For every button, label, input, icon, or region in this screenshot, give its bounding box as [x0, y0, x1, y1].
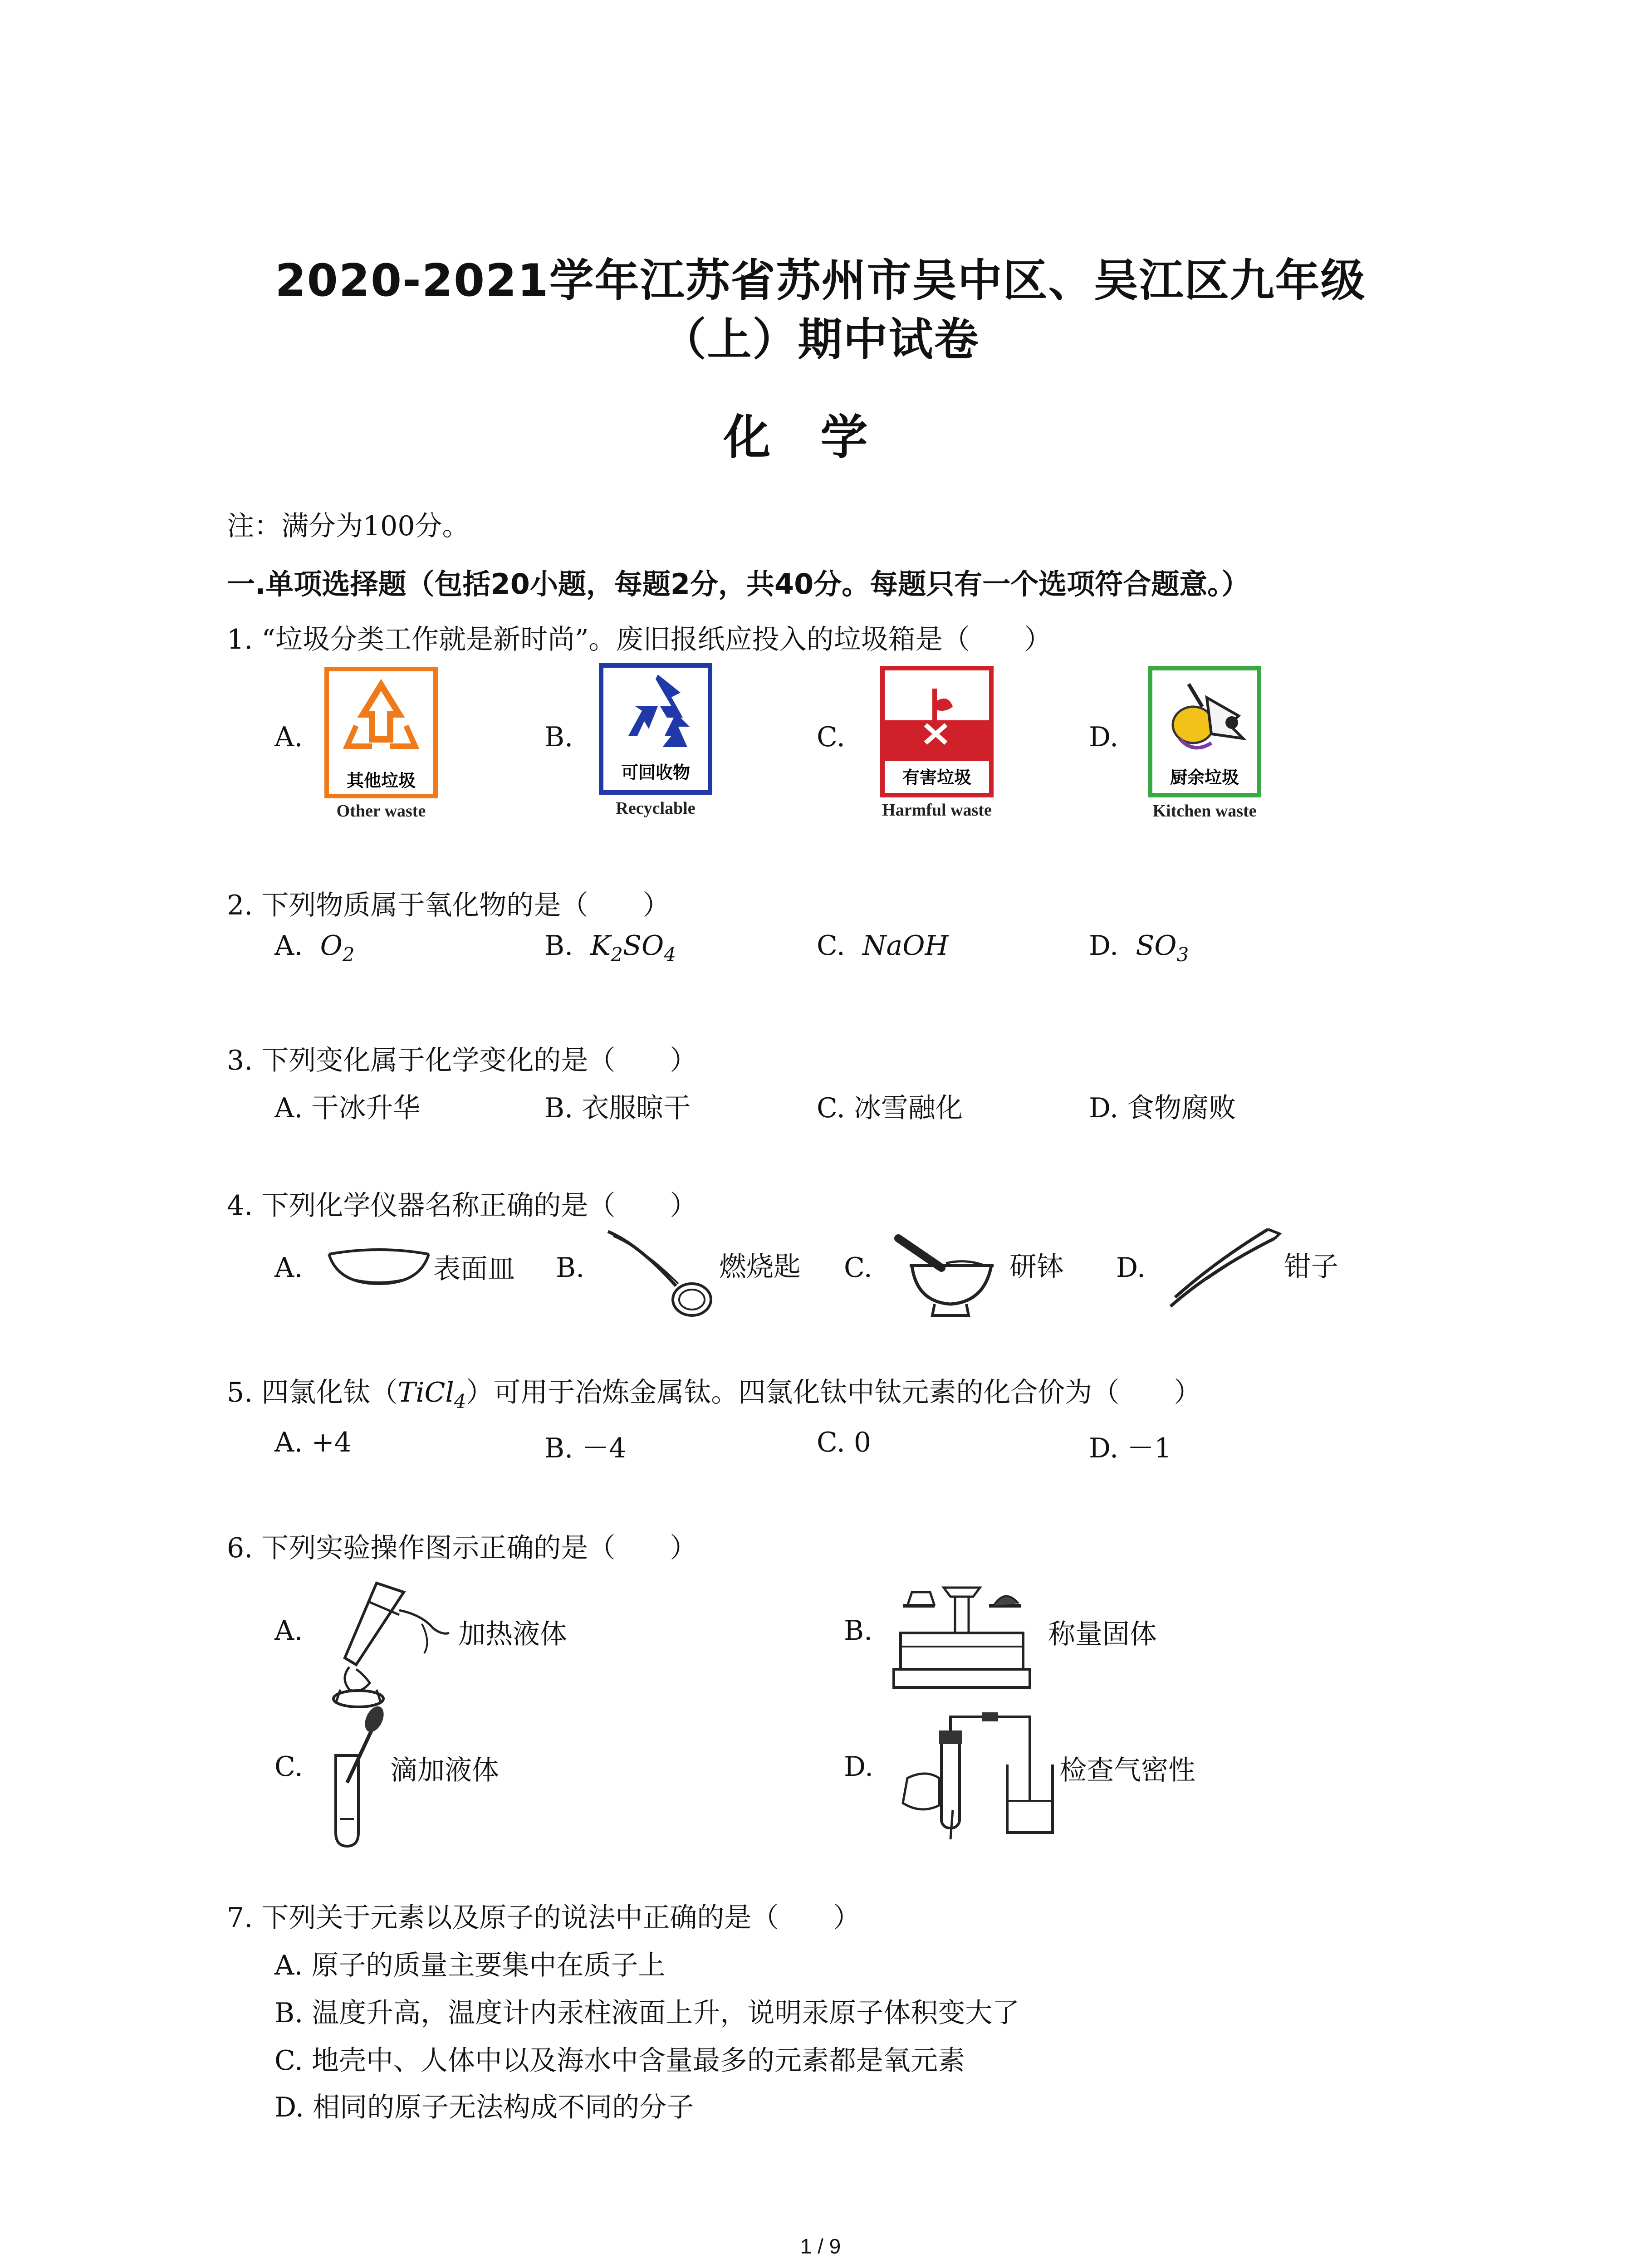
q1-option-d-cn: 厨余垃圾	[1170, 767, 1239, 787]
q4-option-a-label: 表面皿	[433, 1253, 515, 1285]
q6-option-b-label: 称量固体	[1048, 1618, 1157, 1650]
q2-option-d-sub: 3	[1176, 943, 1189, 966]
q2-option-b-formula-2: SO	[622, 930, 664, 962]
question-4-stem: 4. 下列化学仪器名称正确的是（ ）	[227, 1190, 697, 1222]
q3-option-c: C. 冰雪融化	[817, 1092, 963, 1124]
q4-option-a-letter: A.	[274, 1252, 303, 1284]
question-1-stem: 1. “垃圾分类工作就是新时尚”。废旧报纸应投入的垃圾箱是（ ）	[227, 624, 1052, 655]
q2-option-d-letter: D.	[1089, 930, 1119, 962]
q6-option-c-label: 滴加液体	[390, 1755, 499, 1786]
q2-option-a	[274, 930, 355, 966]
q3-option-d: D. 食物腐败	[1089, 1092, 1236, 1124]
q7-option-b: B. 温度升高，温度计内汞柱液面上升，说明汞原子体积变大了	[274, 1997, 1020, 2029]
q2-option-c	[817, 930, 949, 962]
score-note: 注：满分为100分。	[227, 510, 470, 542]
q5-formula-sub: 4	[454, 1390, 466, 1413]
q2-option-b-sub-2: 4	[664, 943, 676, 966]
q1-option-c-letter: C.	[817, 721, 845, 753]
dropper-icon	[318, 1706, 390, 1851]
q1-option-c-cn: 有害垃圾	[902, 767, 971, 787]
q4-option-d-label: 钳子	[1284, 1251, 1338, 1283]
q2-option-a-letter: A.	[274, 930, 303, 962]
page-title-line2: （上）期中试卷	[661, 314, 980, 366]
q1-option-b-letter: B.	[544, 721, 573, 753]
q7-option-d: D. 相同的原子无法构成不同的分子	[274, 2092, 694, 2123]
recycle-bin-icon	[599, 663, 712, 795]
heating-liquid-icon	[313, 1574, 458, 1710]
airtightness-check-icon	[894, 1710, 1066, 1842]
q5-option-c: C. 0	[817, 1427, 872, 1458]
other-waste-bin-icon	[324, 667, 438, 798]
q5-option-b: B. －4	[544, 1432, 627, 1464]
q3-option-a: A. 干冰升华	[274, 1092, 421, 1124]
tongs-icon	[1166, 1225, 1284, 1311]
q1-option-b-cn: 可回收物	[621, 763, 690, 782]
q1-option-b-en: Recyclable	[616, 799, 696, 818]
harmful-waste-bin-icon	[880, 666, 994, 797]
question-6-stem: 6. 下列实验操作图示正确的是（ ）	[227, 1532, 697, 1564]
q5-stem-post: ）可用于冶炼金属钛。四氯化钛中钛元素的化合价为（ ）	[466, 1377, 1201, 1408]
q4-option-c-label: 研钵	[1009, 1251, 1064, 1283]
q1-option-a-en: Other waste	[336, 802, 426, 821]
q6-option-a-letter: A.	[274, 1615, 303, 1647]
page-title-line1: 2020-2021学年江苏省苏州市吴中区、吴江区九年级	[275, 255, 1366, 307]
q2-option-b-letter: B.	[544, 930, 573, 962]
q6-option-a-label: 加热液体	[458, 1618, 567, 1650]
q1-option-a-letter: A.	[274, 721, 303, 753]
subject-title: 化学	[723, 410, 918, 465]
section-heading: 一.单项选择题（包括20小题，每题2分，共40分。每题只有一个选项符合题意。）	[227, 567, 1250, 601]
question-5-stem	[227, 1371, 1201, 1413]
q2-option-a-formula: O	[320, 930, 343, 962]
q6-option-b-letter: B.	[844, 1615, 873, 1647]
balance-scale-icon	[889, 1579, 1034, 1692]
q1-option-d-en: Kitchen waste	[1152, 802, 1257, 821]
mortar-and-pestle-icon	[892, 1225, 1009, 1320]
q1-option-a-cn: 其他垃圾	[346, 771, 416, 791]
q7-option-a: A. 原子的质量主要集中在质子上	[274, 1950, 666, 1981]
q5-option-d: D. －1	[1089, 1432, 1172, 1464]
q2-option-c-formula: NaOH	[862, 930, 949, 962]
q2-option-b	[544, 930, 676, 966]
q6-option-c-letter: C.	[274, 1751, 303, 1783]
q1-option-c-en: Harmful waste	[882, 801, 992, 820]
q6-option-d-letter: D.	[844, 1751, 874, 1783]
q5-stem-pre: 5. 四氯化钛（	[227, 1377, 398, 1408]
q6-option-d-label: 检查气密性	[1059, 1755, 1195, 1786]
q2-option-d	[1089, 930, 1189, 966]
q7-option-c: C. 地壳中、人体中以及海水中含量最多的元素都是氧元素	[274, 2045, 965, 2077]
q4-option-b-letter: B.	[556, 1252, 585, 1284]
q2-option-d-formula: SO	[1136, 930, 1177, 962]
q5-option-a: A. +4	[274, 1427, 352, 1458]
q2-option-b-formula-1: K	[590, 930, 611, 962]
q3-option-b: B. 衣服晾干	[544, 1092, 691, 1124]
question-2-stem: 2. 下列物质属于氧化物的是（ ）	[227, 890, 670, 921]
q1-option-d-letter: D.	[1089, 721, 1119, 753]
q2-option-c-letter: C.	[817, 930, 845, 962]
question-7-stem: 7. 下列关于元素以及原子的说法中正确的是（ ）	[227, 1902, 861, 1934]
page-number: 1 / 9	[800, 2234, 841, 2258]
q4-option-d-letter: D.	[1116, 1252, 1146, 1284]
kitchen-waste-bin-icon	[1148, 666, 1261, 797]
question-3-stem: 3. 下列变化属于化学变化的是（ ）	[227, 1045, 697, 1076]
q4-option-b-label: 燃烧匙	[719, 1251, 801, 1283]
q2-option-b-sub-1: 2	[611, 943, 623, 966]
q5-formula: TiCl	[397, 1377, 454, 1408]
q4-option-c-letter: C.	[844, 1252, 872, 1284]
q2-option-a-sub: 2	[342, 943, 355, 966]
combustion-spoon-icon	[603, 1227, 721, 1322]
watch-glass-icon	[324, 1241, 433, 1290]
